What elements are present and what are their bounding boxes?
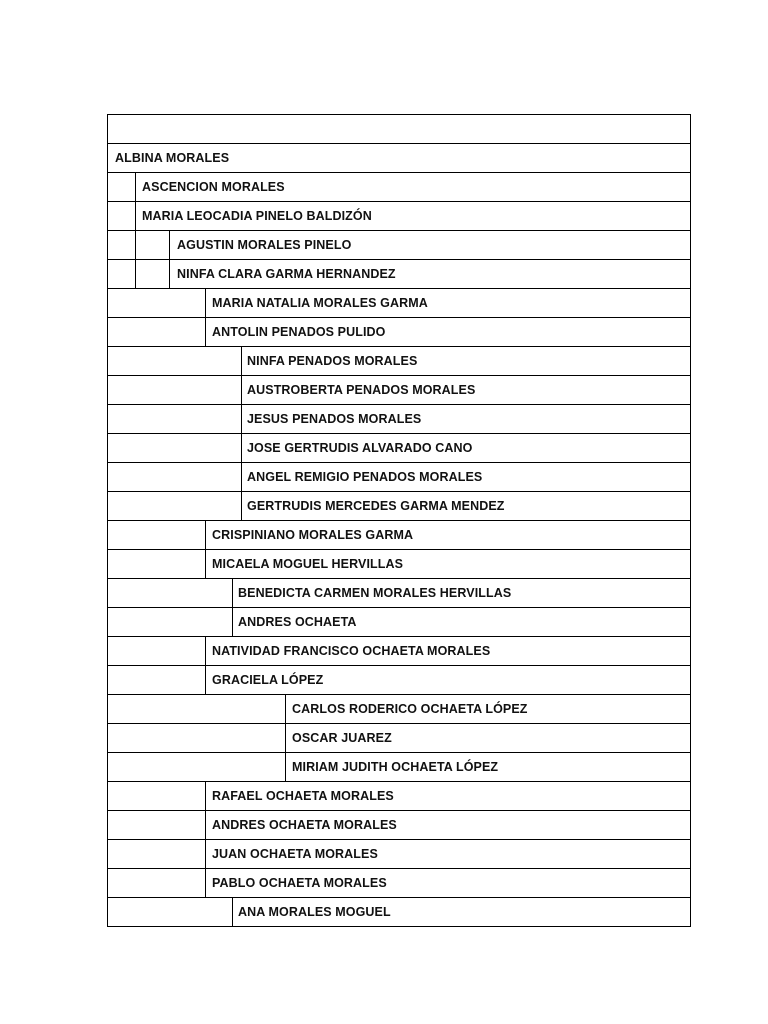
- table-row: [108, 492, 691, 521]
- indent-divider: [241, 492, 242, 520]
- person-name: AGUSTIN MORALES PINELO: [177, 238, 352, 252]
- table-row: [108, 173, 691, 202]
- table-row: [108, 260, 691, 289]
- table-row: [108, 318, 691, 347]
- person-name: JUAN OCHAETA MORALES: [212, 847, 378, 861]
- table-row: [108, 869, 691, 898]
- indent-divider: [232, 579, 233, 607]
- table-row: [108, 753, 691, 782]
- indent-divider: [205, 869, 206, 897]
- person-name: RAFAEL OCHAETA MORALES: [212, 789, 394, 803]
- genealogy-table: [107, 114, 691, 927]
- person-name: ANDRES OCHAETA: [238, 615, 357, 629]
- table-row: [108, 347, 691, 376]
- table-row: [108, 231, 691, 260]
- person-name: MARIA NATALIA MORALES GARMA: [212, 296, 428, 310]
- indent-divider: [169, 231, 170, 259]
- indent-divider: [169, 260, 170, 288]
- person-name: BENEDICTA CARMEN MORALES HERVILLAS: [238, 586, 512, 600]
- table-row: [108, 463, 691, 492]
- table-row: [108, 115, 691, 144]
- indent-divider: [205, 289, 206, 317]
- table-row: [108, 434, 691, 463]
- indent-divider: [135, 202, 136, 230]
- indent-divider: [241, 347, 242, 375]
- person-name: GERTRUDIS MERCEDES GARMA MENDEZ: [247, 499, 505, 513]
- table-row: [108, 724, 691, 753]
- table-row: [108, 405, 691, 434]
- indent-divider: [205, 550, 206, 578]
- indent-divider: [285, 695, 286, 723]
- indent-divider: [205, 811, 206, 839]
- table-row: [108, 579, 691, 608]
- table-row: [108, 608, 691, 637]
- person-name: JOSE GERTRUDIS ALVARADO CANO: [247, 441, 473, 455]
- person-name: NINFA PENADOS MORALES: [247, 354, 418, 368]
- indent-divider: [241, 463, 242, 491]
- person-name: CARLOS RODERICO OCHAETA LÓPEZ: [292, 702, 528, 716]
- person-name: PABLO OCHAETA MORALES: [212, 876, 387, 890]
- person-name: NINFA CLARA GARMA HERNANDEZ: [177, 267, 396, 281]
- table-row: [108, 144, 691, 173]
- person-name: GRACIELA LÓPEZ: [212, 673, 324, 687]
- person-name: ANA MORALES MOGUEL: [238, 905, 391, 919]
- person-name: ANDRES OCHAETA MORALES: [212, 818, 397, 832]
- indent-divider: [205, 521, 206, 549]
- table-row: [108, 202, 691, 231]
- indent-divider: [135, 260, 136, 288]
- table-row: [108, 521, 691, 550]
- table-row: [108, 289, 691, 318]
- table-row: [108, 782, 691, 811]
- table-row: [108, 811, 691, 840]
- indent-divider: [285, 753, 286, 781]
- indent-divider: [205, 666, 206, 694]
- person-name: OSCAR JUAREZ: [292, 731, 392, 745]
- indent-divider: [135, 231, 136, 259]
- person-name: JESUS PENADOS MORALES: [247, 412, 422, 426]
- indent-divider: [205, 637, 206, 665]
- indent-divider: [241, 434, 242, 462]
- indent-divider: [241, 376, 242, 404]
- table-row: [108, 695, 691, 724]
- indent-divider: [232, 608, 233, 636]
- indent-divider: [205, 782, 206, 810]
- person-name: ANGEL REMIGIO PENADOS MORALES: [247, 470, 483, 484]
- indent-divider: [205, 840, 206, 868]
- table-row: [108, 840, 691, 869]
- person-name: ASCENCION MORALES: [142, 180, 285, 194]
- person-name: MIRIAM JUDITH OCHAETA LÓPEZ: [292, 760, 499, 774]
- person-name: ANTOLIN PENADOS PULIDO: [212, 325, 386, 339]
- person-name: NATIVIDAD FRANCISCO OCHAETA MORALES: [212, 644, 491, 658]
- table-row: [108, 550, 691, 579]
- table-row: [108, 898, 691, 927]
- indent-divider: [232, 898, 233, 926]
- person-name: MICAELA MOGUEL HERVILLAS: [212, 557, 404, 571]
- table-row: [108, 637, 691, 666]
- table-row: [108, 666, 691, 695]
- indent-divider: [285, 724, 286, 752]
- indent-divider: [135, 173, 136, 201]
- indent-divider: [205, 318, 206, 346]
- person-name: MARIA LEOCADIA PINELO BALDIZÓN: [142, 209, 372, 223]
- person-name: AUSTROBERTA PENADOS MORALES: [247, 383, 476, 397]
- table-row: [108, 376, 691, 405]
- indent-divider: [241, 405, 242, 433]
- person-name: CRISPINIANO MORALES GARMA: [212, 528, 414, 542]
- person-name: ALBINA MORALES: [115, 151, 230, 165]
